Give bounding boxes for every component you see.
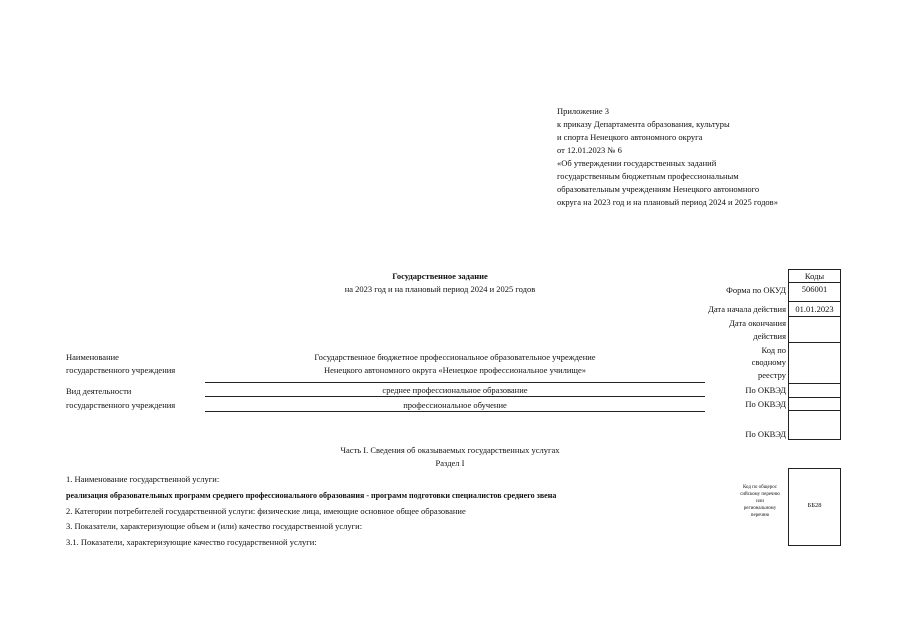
institution-name-1: Государственное бюджетное профессиональное образовательное учреждение	[314, 352, 596, 362]
appendix-line: «Об утверждении государственных заданий	[557, 158, 717, 168]
service-item-2: 2. Категории потребителей государственной услуги: физические лица, имеющие основное общее образование	[66, 506, 466, 516]
activity-divider-bottom	[205, 411, 705, 412]
registry-code-label	[728, 484, 792, 519]
registry-code-label-line: региональному	[743, 506, 777, 511]
okud-label: Форма по ОКУД	[726, 285, 786, 295]
appendix-line: от 12.01.2023 № 6	[557, 145, 622, 155]
registry-label-1: Код по	[761, 345, 786, 355]
codes-header-cell	[788, 269, 841, 283]
okved-label-3: По ОКВЭД	[745, 429, 786, 439]
appendix-line: к приказу Департамента образования, культуры	[557, 119, 730, 129]
appendix-line: государственным бюджетным профессиональным	[557, 171, 739, 181]
registry-code-label-line: или	[756, 499, 764, 504]
start-date-value: 01.01.2023	[795, 304, 834, 314]
okved-label-1: По ОКВЭД	[745, 385, 786, 395]
activity-value-2: профессиональное обучение	[403, 400, 507, 410]
section-title: Раздел I	[435, 458, 465, 468]
institution-label-1: Наименование	[66, 352, 119, 362]
activity-divider-mid	[205, 396, 705, 397]
appendix-line: Приложение 3	[557, 106, 609, 116]
registry-cell	[788, 342, 841, 384]
service-item-1: 1. Наименование государственной услуги:	[66, 474, 220, 484]
appendix-line: и спорта Ненецкого автономного округа	[557, 132, 703, 142]
okved-cell-3	[788, 410, 841, 440]
appendix-line: образовательным учреждениям Ненецкого автономного	[557, 184, 760, 194]
appendix-block	[557, 105, 778, 209]
document-period: на 2023 год и на плановый период 2024 и 2025 годов	[344, 284, 536, 294]
service-name: реализация образовательных программ среднего профессионального образования - программ подготовки специалистов среднего звена	[66, 491, 557, 500]
okved-cell-1	[788, 383, 841, 398]
start-date-cell	[788, 301, 841, 317]
registry-code-value: ББ28	[807, 502, 822, 509]
activity-label-1: Вид деятельности	[66, 386, 132, 396]
appendix-line: округа на 2023 год и на плановый период 2024 и 2025 годов»	[557, 197, 778, 207]
start-date-label: Дата начала действия	[708, 304, 786, 314]
okved-label-2: По ОКВЭД	[745, 399, 786, 409]
institution-name-2: Ненецкого автономного округа «Ненецкое профессиональное училище»	[323, 365, 587, 375]
document-title: Государственное задание	[392, 271, 488, 281]
end-date-cell	[788, 316, 841, 343]
service-item-3-1: 3.1. Показатели, характеризующие качество государственной услуги:	[66, 537, 317, 547]
activity-value-1: среднее профессиональное образование	[382, 385, 528, 395]
registry-code-label-line: сийскому перечню	[740, 492, 780, 497]
registry-label-3: реестру	[758, 370, 786, 380]
institution-label-2: государственного учреждения	[66, 365, 176, 375]
registry-code-label-line: Код по общерос	[742, 485, 778, 490]
registry-code-label-line: перечню	[750, 513, 770, 518]
codes-header: Коды	[804, 271, 825, 281]
registry-code-box	[788, 468, 841, 546]
service-item-3: 3. Показатели, характеризующие объем и (или) качество государственной услуги:	[66, 521, 363, 531]
part-title: Часть I. Сведения об оказываемых государственных услугах	[340, 445, 560, 455]
end-date-label-1: Дата окончания	[729, 318, 786, 328]
registry-label-2: сводному	[751, 357, 786, 367]
activity-label-2: государственного учреждения	[66, 400, 176, 410]
okud-value: 506001	[801, 284, 828, 294]
okud-cell	[788, 282, 841, 297]
okved-cell-2	[788, 397, 841, 411]
activity-divider-top	[205, 382, 705, 383]
end-date-label-2: действия	[753, 331, 786, 341]
